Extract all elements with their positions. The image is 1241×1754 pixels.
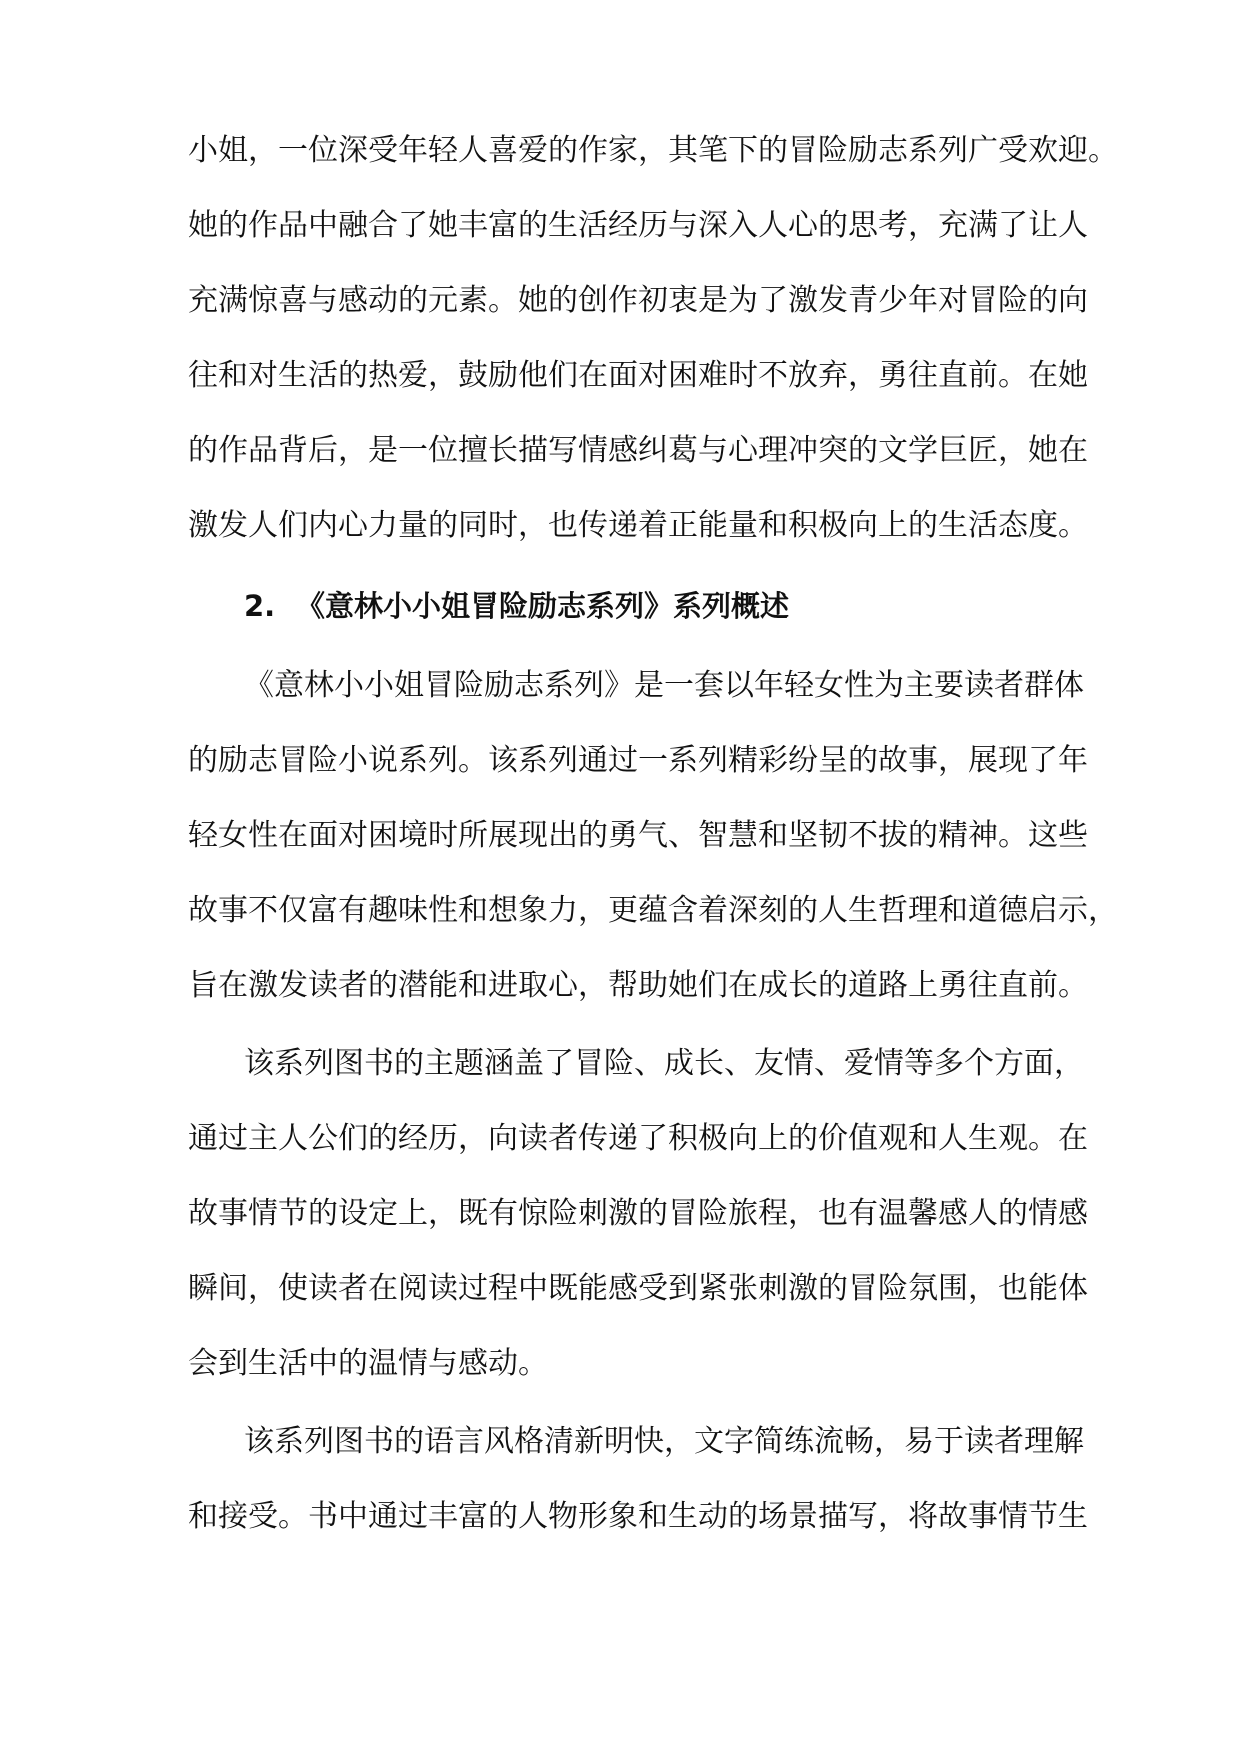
paragraph-3-line-1: 该系列图书的主题涵盖了冒险、成长、友情、爱情等多个方面， (244, 1046, 1084, 1081)
paragraph-1-line-2: 她的作品中融合了她丰富的生活经历与深入人心的思考，充满了让人 (188, 208, 1088, 243)
paragraph-3-line-5: 会到生活中的温情与感动。 (188, 1346, 548, 1381)
paragraph-1-line-3: 充满惊喜与感动的元素。她的创作初衷是为了激发青少年对冒险的向 (188, 283, 1088, 318)
paragraph-2-line-2: 的励志冒险小说系列。该系列通过一系列精彩纷呈的故事，展现了年 (188, 743, 1088, 778)
section-heading-number: 2. (244, 589, 276, 623)
paragraph-1-line-6: 激发人们内心力量的同时，也传递着正能量和积极向上的生活态度。 (188, 508, 1088, 543)
paragraph-3-line-2: 通过主人公们的经历，向读者传递了积极向上的价值观和人生观。在 (188, 1121, 1088, 1156)
paragraph-4-line-2: 和接受。书中通过丰富的人物形象和生动的场景描写，将故事情节生 (188, 1499, 1088, 1534)
paragraph-2-line-1: 《意林小小姐冒险励志系列》是一套以年轻女性为主要读者群体 (244, 668, 1084, 703)
paragraph-3-line-3: 故事情节的设定上，既有惊险刺激的冒险旅程，也有温馨感人的情感 (188, 1196, 1088, 1231)
paragraph-3-line-4: 瞬间，使读者在阅读过程中既能感受到紧张刺激的冒险氛围，也能体 (188, 1271, 1088, 1306)
paragraph-4-line-1: 该系列图书的语言风格清新明快，文字简练流畅，易于读者理解 (244, 1424, 1084, 1459)
section-heading (244, 576, 1064, 636)
paragraph-1-line-1: 小姐，一位深受年轻人喜爱的作家，其笔下的冒险励志系列广受欢迎。 (188, 133, 1118, 168)
paragraph-2-line-3: 轻女性在面对困境时所展现出的勇气、智慧和坚韧不拔的精神。这些 (188, 818, 1088, 853)
paragraph-2-line-5: 旨在激发读者的潜能和进取心，帮助她们在成长的道路上勇往直前。 (188, 968, 1088, 1003)
paragraph-1-line-5: 的作品背后，是一位擅长描写情感纠葛与心理冲突的文学巨匠，她在 (188, 433, 1088, 468)
paragraph-2-line-4: 故事不仅富有趣味性和想象力，更蕴含着深刻的人生哲理和道德启示， (188, 893, 1118, 928)
paragraph-1-line-4: 往和对生活的热爱，鼓励他们在面对困难时不放弃，勇往直前。在她 (188, 358, 1088, 393)
section-heading-title: 《意林小小姐冒险励志系列》系列概述 (296, 589, 790, 623)
